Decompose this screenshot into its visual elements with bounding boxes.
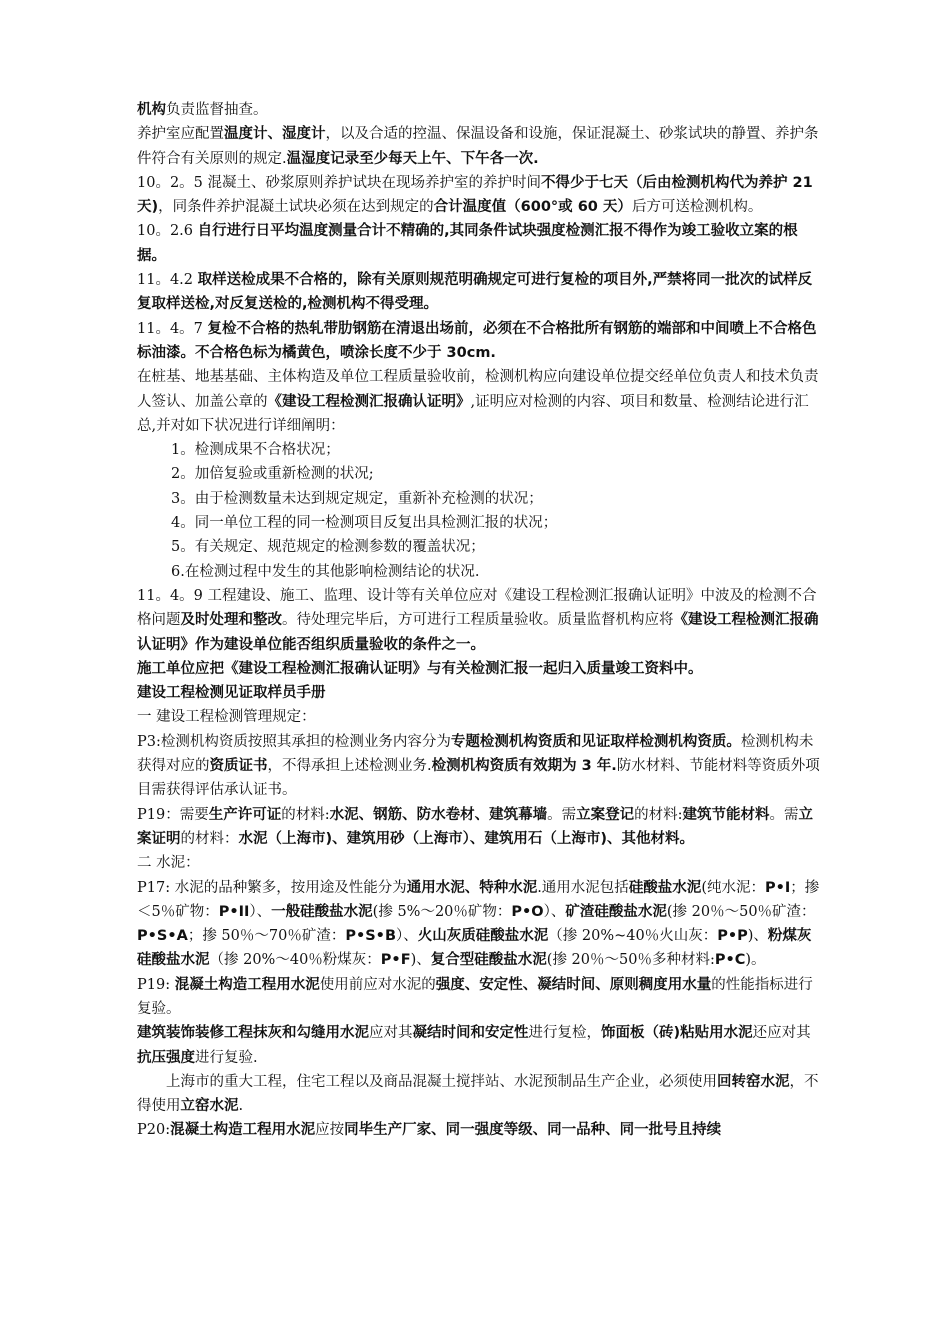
text-run: 的材料： [180,830,239,847]
paragraph [137,973,821,1022]
text-run: )。 [745,952,766,969]
bold-text-run: 建筑装饰装修工程抹灰和勾缝用水泥 [137,1025,369,1042]
list-item [137,487,821,511]
bold-text-run: 回转窑水泥 [717,1073,790,1090]
bold-text-run: 立窑水泥 [180,1098,239,1115]
text-run: ,证明应对检测的内容、项目和数量、检测结论进行汇总,并对如下状况进行详细阐明： [137,393,809,434]
text-run: 。待处理完毕后，方可进行工程质量验收。质量监督机构应将 [282,612,674,629]
text-run: （掺 20%～40％粉煤灰： [209,952,381,969]
text-run: 的性能指标进行复验。 [137,976,813,1017]
text-run: 上海市的重大工程，住宅工程以及商品混凝土搅拌站、水泥预制品生产企业，必须使用 [166,1073,717,1090]
bold-text-run: 专题检测机构资质和见证取样检测机构资质。 [450,733,741,750]
document-body [137,98,821,1143]
paragraph [137,681,821,705]
bold-text-run: P•O [511,903,544,920]
text-run: 二 水泥： [137,855,200,872]
paragraph [137,365,821,438]
bold-text-run: 《建设工程检测汇报确认证明》作为建设单位能否组织质量验收的条件之一。 [137,612,819,653]
text-run: 检测机构未获得对应的 [137,733,814,775]
bold-text-run: 火山灰质硅酸盐水泥 [417,928,549,945]
text-run: 11。4。9 工程建设、施工、监理、设计等有关单位应对《建设工程检测汇报确认证明》中波及的检测不合格问题 [137,587,817,629]
paragraph [137,705,821,729]
text-run: 应对其 [369,1025,413,1042]
paragraph [137,1070,821,1119]
bold-text-run: 立案证明 [137,806,813,847]
bold-text-run: P•I [764,879,791,896]
text-run: (掺 20％～50％矿渣： [666,903,816,920]
text-run: .通用水泥包括 [537,879,629,896]
bold-text-run: 《建设工程检测汇报确认证明》 [267,393,471,410]
bold-text-run: 水泥、钢筋、防水卷材、建筑幕墙 [329,806,548,823]
bold-text-run: 凝结时间和安定性 [412,1025,529,1042]
bold-text-run: 粉煤灰硅酸盐水泥 [137,928,812,969]
paragraph [137,851,821,875]
text-run: 应按 [315,1122,345,1139]
bold-text-run: 混凝土构造工程用水泥 [170,1122,316,1139]
list-item [137,511,821,535]
bold-text-run: P•C [714,952,746,969]
text-run: ）、 [249,903,272,920]
bold-text-run: 强度、安定性、凝结时间、原则稠度用水量 [435,976,712,993]
list-item [137,560,821,584]
bold-text-run: 施工单位应把《建设工程检测汇报确认证明》与有关检测汇报一起归入质量竣工资料中。 [137,660,703,677]
text-run: P17: 水泥的品种繁多，按用途及性能分为 [137,879,407,896]
text-run: ，不得承担上述检测业务. [267,758,432,775]
bold-text-run: 饰面板（砖)粘贴用水泥 [601,1025,753,1042]
paragraph [137,98,821,122]
bold-text-run: 检测机构资质有效期为 3 年. [431,758,617,775]
text-run: ）、 [543,903,566,920]
paragraph [137,122,821,171]
bold-text-run: 通用水泥、特种水泥 [406,879,538,896]
text-run: ；掺 50％～70％矿渣： [187,928,346,945]
text-run: ）、 [396,928,418,945]
text-run: (纯水泥： [701,879,765,896]
text-run: P19：需要 [137,806,209,823]
text-run: )、 [410,952,431,969]
bold-text-run: 水泥（上海市)、建筑用砂（上海市）、建筑用石（上海市)、其他材料。 [238,830,695,847]
text-run: （掺 20%~40％火山灰： [548,928,718,945]
paragraph [137,803,821,852]
bold-text-run: 及时处理和整改 [180,612,282,629]
text-run: 在桩基、地基基础、主体构造及单位工程质量验收前，检测机构应向建设单位提交经单位负责人和技术负责人签认、加盖公章的 [137,369,819,410]
text-run: 还应对其 [752,1025,811,1042]
text-run: . [238,1098,244,1115]
bold-text-run: 生产许可证 [208,806,282,823]
text-run: P3:检测机构资质按照其承担的检测业务内容分为 [137,733,451,750]
text-run: 防水材料、节能材料等资质外项目需获得评估承认证书。 [137,758,820,799]
bold-text-run: 建筑节能材料 [682,806,770,823]
bold-text-run: 复检不合格的热轧带肋钢筋在清退出场前，必须在不合格批所有钢筋的端部和中间喷上不合格色标油漆。不合格色标为橘黄色，喷涂长度不少于 30cm. [137,320,817,361]
bold-text-run: 同毕生产厂家、同一强度等级、同一品种、同一批号且持续 [344,1122,722,1139]
text-run: 2。加倍复验或重新检测的状况; [171,466,374,483]
bold-text-run: 自行进行日平均温度测量合计不精确的,其同条件试块强度检测汇报不得作为竣工验收立案的根据。 [137,223,798,264]
text-run: 。需 [769,806,799,823]
bold-text-run: 温度计、湿度计 [224,126,326,143]
bold-text-run: 合计温度值（600°或 60 天） [433,199,632,216]
bold-text-run: P•P [717,928,748,945]
bold-text-run: 混凝土构造工程用水泥 [174,976,320,993]
text-run: 1。检测成果不合格状况； [171,442,340,459]
text-run: 3。由于检测数量未达到规定规定，重新补充检测的状况； [171,490,543,507]
text-run: 养护室应配置 [137,126,224,143]
bold-text-run: 抗压强度 [137,1049,195,1066]
list-item [137,535,821,559]
text-run: ，不得使用 [137,1073,819,1115]
paragraph [137,219,821,268]
text-run: 5。有关规定、规范规定的检测参数的覆盖状况； [171,539,485,556]
text-run: 4。同一单位工程的同一检测项目反复出具检测汇报的状况； [171,515,558,532]
list-item [137,462,821,486]
bold-text-run: 资质证书 [209,758,268,775]
text-run: 一 建设工程检测管理规定： [137,709,316,726]
bold-text-run: 建设工程检测见证取样员手册 [137,685,326,702]
text-run: 10。2。5 混凝土、砂浆原则养护试块在现场养护室的养护时间 [137,174,542,191]
list-item [137,438,821,462]
bold-text-run: 硅酸盐水泥 [628,879,702,896]
text-run: (掺 20％～50％多种材料: [546,952,715,969]
text-run: 11。4.2 [137,272,198,289]
text-run: 6.在检测过程中发生的其他影响检测结论的状况. [171,563,480,580]
bold-text-run: 矿渣硅酸盐水泥 [565,903,667,920]
paragraph [137,657,821,681]
bold-text-run: 一般硅酸盐水泥 [271,903,373,920]
bold-text-run: 温湿度记录至少每天上午、下午各一次. [286,150,539,167]
paragraph [137,317,821,366]
bold-text-run: 复合型硅酸盐水泥 [430,952,547,969]
text-run: P19: [137,976,175,993]
bold-text-run: 立案登记 [576,806,635,823]
bold-text-run: P•S•A [137,928,188,945]
paragraph [137,268,821,317]
text-run: 。需 [547,806,577,823]
text-run: 使用前应对水泥的 [319,976,436,993]
text-run: 的材料: [281,806,330,823]
paragraph [137,584,821,657]
text-run: 负责监督抽查。 [166,102,268,118]
text-run: )、 [747,928,768,945]
bold-text-run: 不得少于七天（后由检测机构代为养护 21 天) [137,174,813,216]
text-run: 进行复检， [528,1025,601,1042]
text-run: 的材料: [634,806,683,823]
bold-text-run: P•F [380,952,411,969]
bold-text-run: 机构 [137,102,166,118]
text-run: 11。4。7 [137,320,208,337]
paragraph [137,1021,821,1070]
bold-text-run: P•II [218,903,250,920]
text-run: 后方可送检测机构。 [631,199,763,216]
paragraph [137,730,821,803]
text-run: 10。2.6 [137,223,198,240]
text-run: ，同条件养护混凝土试块必须在达到规定的 [158,199,434,216]
text-run: ；掺＜5％矿物： [137,879,820,920]
bold-text-run: P•S•B [345,928,397,945]
paragraph [137,171,821,220]
paragraph [137,1118,821,1142]
paragraph [137,876,821,973]
bold-text-run: 取样送检成果不合格的，除有关原则规范明确规定可进行复检的项目外,严禁将同一批次的试样反复取样送检,对反复送检的,检测机构不得受理。 [137,272,813,313]
text-run: ，以及合适的控温、保温设备和设施，保证混凝土、砂浆试块的静置、养护条件符合有关原则的规定. [137,126,819,167]
text-run: (掺 5%～20％矿物： [372,903,512,920]
text-run: 进行复验. [195,1049,258,1066]
text-run: P20: [137,1122,171,1139]
